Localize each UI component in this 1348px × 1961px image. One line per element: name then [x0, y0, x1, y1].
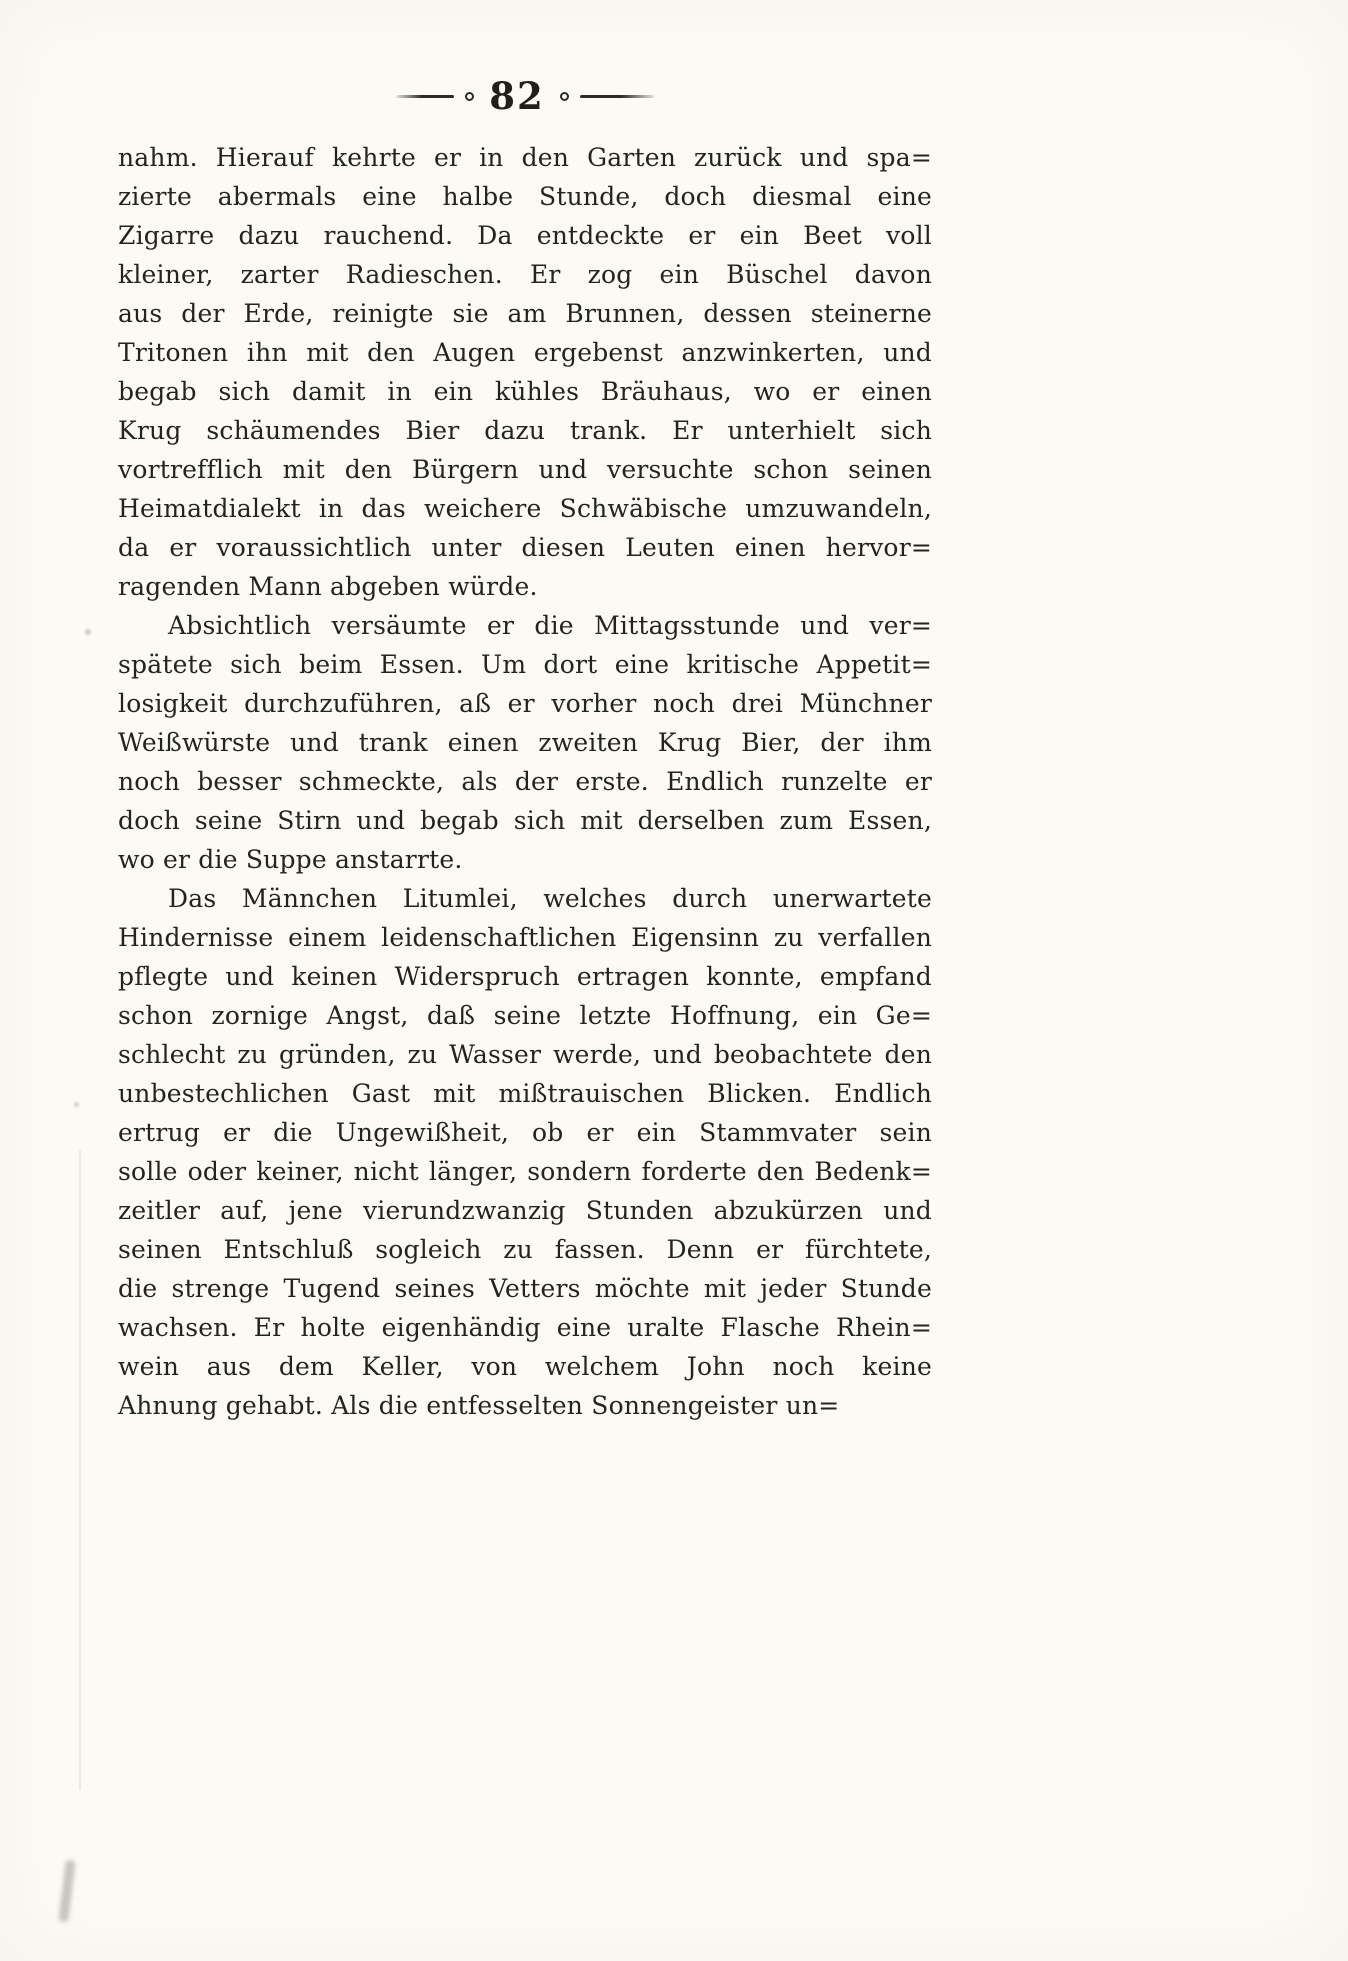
scan-artifact-dot	[74, 1102, 79, 1107]
text-line: die strenge Tugend seines Vetters möchte mit jeder Stunde	[118, 1274, 932, 1303]
text-line: Hindernisse einem leidenschaftlichen Eigensinn zu verfallen	[118, 923, 932, 952]
text-line: Absichtlich versäumte er die Mittagsstunde und ver=	[168, 611, 932, 640]
text-line: ertrug er die Ungewißheit, ob er ein Stammvater sein	[118, 1118, 932, 1147]
header-rule-right-icon	[580, 95, 654, 98]
paragraph	[118, 138, 932, 606]
text-line: wein aus dem Keller, von welchem John noch keine	[118, 1352, 932, 1381]
text-line: unbestechlichen Gast mit mißtrauischen Blicken. Endlich	[118, 1079, 932, 1108]
text-line: Heimatdialekt in das weichere Schwäbische umzuwandeln,	[118, 494, 932, 523]
text-line: doch seine Stirn und begab sich mit derselben zum Essen,	[118, 806, 932, 835]
text-line: seinen Entschluß sogleich zu fassen. Denn er fürchtete,	[118, 1235, 932, 1264]
text-line: Krug schäumendes Bier dazu trank. Er unterhielt sich	[118, 416, 932, 445]
text-line: Das Männchen Litumlei, welches durch unerwartete	[168, 884, 932, 913]
text-line: aus der Erde, reinigte sie am Brunnen, dessen steinerne	[118, 299, 932, 328]
scan-artifact-smudge	[58, 1860, 75, 1923]
text-line: nahm. Hierauf kehrte er in den Garten zurück und spa=	[118, 143, 932, 172]
text-line: schlecht zu gründen, zu Wasser werde, und beobachtete den	[118, 1040, 932, 1069]
text-line: Tritonen ihn mit den Augen ergebenst anzwinkerten, und	[118, 338, 932, 367]
text-line: wo er die Suppe anstarrte.	[118, 845, 463, 874]
scan-artifact-hairline	[79, 1150, 81, 1790]
text-line: Ahnung gehabt. Als die entfesselten Sonnengeister un=	[118, 1391, 840, 1420]
text-line: begab sich damit in ein kühles Bräuhaus, wo er einen	[118, 377, 932, 406]
paragraph	[118, 606, 932, 879]
header-ring-right-icon	[560, 92, 569, 101]
text-line: solle oder keiner, nicht länger, sondern forderte den Bedenk=	[118, 1157, 932, 1186]
header-ring-left-icon	[465, 92, 474, 101]
page-number: 82	[489, 74, 545, 118]
text-block	[118, 138, 932, 1425]
text-line: wachsen. Er holte eigenhändig eine uralte Flasche Rhein=	[118, 1313, 932, 1342]
header-rule-left-icon	[396, 95, 454, 98]
page-header	[118, 70, 932, 122]
text-line: ragenden Mann abgeben würde.	[118, 572, 538, 601]
text-line: Zigarre dazu rauchend. Da entdeckte er ein Beet voll	[118, 221, 932, 250]
text-line: vortrefflich mit den Bürgern und versuchte schon seinen	[118, 455, 932, 484]
text-line: noch besser schmeckte, als der erste. Endlich runzelte er	[118, 767, 932, 796]
text-line: kleiner, zarter Radieschen. Er zog ein Büschel davon	[118, 260, 932, 289]
paragraph	[118, 879, 932, 1425]
text-line: zeitler auf, jene vierundzwanzig Stunden abzukürzen und	[118, 1196, 932, 1225]
text-line: schon zornige Angst, daß seine letzte Hoffnung, ein Ge=	[118, 1001, 932, 1030]
scan-artifact-dot	[85, 629, 91, 635]
text-line: Weißwürste und trank einen zweiten Krug Bier, der ihm	[118, 728, 932, 757]
text-line: losigkeit durchzuführen, aß er vorher noch drei Münchner	[118, 689, 932, 718]
text-line: spätete sich beim Essen. Um dort eine kritische Appetit=	[118, 650, 932, 679]
text-line: da er voraussichtlich unter diesen Leuten einen hervor=	[118, 533, 932, 562]
text-line: zierte abermals eine halbe Stunde, doch diesmal eine	[118, 182, 932, 211]
text-line: pflegte und keinen Widerspruch ertragen konnte, empfand	[118, 962, 932, 991]
